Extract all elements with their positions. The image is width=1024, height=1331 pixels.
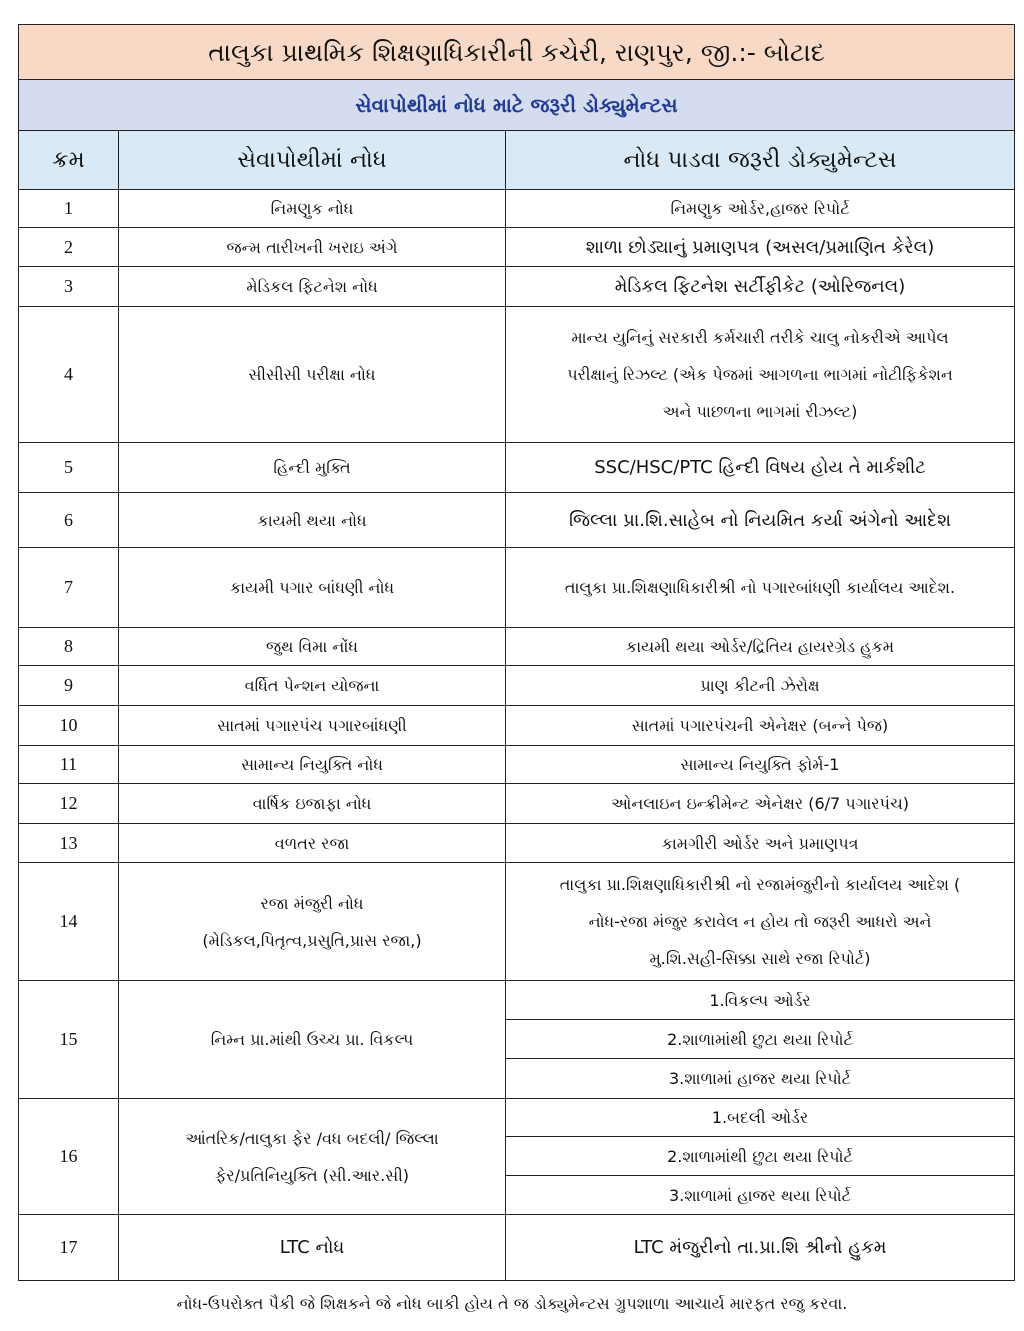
table-row — [19, 863, 1015, 981]
row-docs: તાલુકા પ્રા.શિક્ષણાધિકારીશ્રી નો પગારબાંધણી કાર્યાલય આદેશ. — [506, 548, 1015, 628]
row-entry: જન્મ તારીખની ખરાઇ અંગે — [119, 228, 506, 267]
table-row — [19, 548, 1015, 628]
row-entry — [119, 1099, 506, 1215]
footer-note: નોધ-ઉપરોક્ત પૈકી જે શિક્ષકને જે નોધ બાકી હોય તે જ ડોક્યુમેન્ટસ ગ્રુપશાળા આચાર્ય મારફત રજુ કરવા. — [176, 1294, 848, 1313]
row-docs: SSC/HSC/PTC હિન્દી વિષય હોય તે માર્કશીટ — [506, 443, 1015, 493]
table-row — [19, 706, 1015, 746]
row-entry: વળતર રજા — [119, 824, 506, 863]
table-row — [19, 493, 1015, 548]
table-row — [19, 746, 1015, 784]
row-docs-line: નોધ-રજા મંજુર કરાવેલ ન હોય તો જરૂરી આધરો અને — [588, 912, 932, 931]
row-docs: 1.વિકલ્પ ઓર્ડર — [506, 981, 1015, 1020]
header-row — [19, 131, 1015, 190]
row-docs: કાયમી થયા ઓર્ડર/દ્રિતિય હાયરગ્રેડ હુકમ — [506, 628, 1015, 666]
row-sr: 3 — [19, 267, 119, 307]
row-docs — [506, 863, 1015, 981]
header-sr: ક્રમ — [19, 131, 119, 190]
row-entry-line: ફેર/પ્રતિનિયુક્તિ (સી.આર.સી) — [214, 1165, 410, 1185]
row-sr: 9 — [19, 666, 119, 706]
row-entry: મેડિકલ ફિટનેશ નોધ — [119, 267, 506, 307]
table-row — [19, 784, 1015, 824]
table-row — [19, 824, 1015, 863]
row-sr: 12 — [19, 784, 119, 824]
row-docs: LTC મંજુરીનો તા.પ્રા.શિ શ્રીનો હુકમ — [506, 1215, 1015, 1281]
row-sr: 16 — [19, 1099, 119, 1215]
table-row — [19, 267, 1015, 307]
row-docs-line: પરીક્ષાનું રિઝલ્ટ (એક પેજમાં આગળના ભાગમાં નોટીફિકેશન — [567, 365, 953, 384]
row-sr: 14 — [19, 863, 119, 981]
header-entry: સેવાપોથીમાં નોધ — [119, 131, 506, 190]
table-subtitle: સેવાપોથીમાં નોધ માટે જરૂરી ડોક્યુમેન્ટસ — [19, 80, 1015, 131]
row-entry: નિમ્ન પ્રા.માંથી ઉચ્ચ પ્રા. વિકલ્પ — [119, 981, 506, 1099]
row-sr: 2 — [19, 228, 119, 267]
row-entry-line: આંતરિક/તાલુકા ફેર /વધ બદલી/ જિલ્લા — [185, 1128, 439, 1148]
row-docs: મેડિકલ ફિટનેશ સર્ટીફીકેટ (ઓરિજનલ) — [506, 267, 1015, 307]
row-entry-line: (મેડિકલ,પિતૃત્વ,પ્રસુતિ,પ્રાસ રજા,) — [202, 930, 422, 950]
row-entry: હિન્દી મુક્તિ — [119, 443, 506, 493]
row-sr: 7 — [19, 548, 119, 628]
table-row — [19, 628, 1015, 666]
row-docs: 2.શાળામાંથી છુટા થયા રિપોર્ટ — [506, 1020, 1015, 1059]
row-docs-line: તાલુકા પ્રા.શિક્ષણાધિકારીશ્રી નો રજામંજુરીનો કાર્યાલય આદેશ ( — [559, 875, 961, 894]
row-sr: 8 — [19, 628, 119, 666]
row-docs: 3.શાળામાં હાજર થયા રિપોર્ટ — [506, 1059, 1015, 1099]
table-row — [19, 228, 1015, 267]
row-docs-line: મુ.શિ.સહી-સિક્કા સાથે રજા રિપોર્ટ) — [649, 949, 871, 968]
table-row — [19, 443, 1015, 493]
row-entry-line: રજા મંજુરી નોધ — [260, 893, 364, 913]
row-docs-line: અને પાછળના ભાગમાં રીઝલ્ટ) — [662, 402, 858, 421]
header-docs: નોધ પાડવા જરૂરી ડોક્યુમેન્ટસ — [506, 131, 1015, 190]
row-sr: 1 — [19, 190, 119, 228]
table-row — [19, 981, 1015, 1020]
row-docs: 2.શાળામાંથી છુટા થયા રિપોર્ટ — [506, 1137, 1015, 1176]
row-entry: વર્ધિત પેન્શન યોજના — [119, 666, 506, 706]
row-sr: 4 — [19, 307, 119, 443]
table-row — [19, 1215, 1015, 1281]
row-docs — [506, 307, 1015, 443]
table-row — [19, 307, 1015, 443]
row-entry: સીસીસી પરીક્ષા નોધ — [119, 307, 506, 443]
row-sr: 11 — [19, 746, 119, 784]
row-docs: સાતમાં પગારપંચની એનેક્ષર (બન્ને પેજ) — [506, 706, 1015, 746]
row-docs: સામાન્ય નિયુક્તિ ફોર્મ-1 — [506, 746, 1015, 784]
row-entry: LTC નોધ — [119, 1215, 506, 1281]
row-entry: જુથ વિમા નોંધ — [119, 628, 506, 666]
row-sr: 10 — [19, 706, 119, 746]
document-sheet — [18, 24, 1015, 1281]
row-docs: શાળા છોડ્યાનું પ્રમાણપત્ર (અસલ/પ્રમાણિત કેરેલ) — [506, 228, 1015, 267]
row-entry — [119, 863, 506, 981]
row-entry: કાયમી થયા નોધ — [119, 493, 506, 548]
row-docs: 3.શાળામાં હાજર થયા રિપોર્ટ — [506, 1176, 1015, 1215]
table-row — [19, 190, 1015, 228]
row-sr: 6 — [19, 493, 119, 548]
row-docs: નિમણુક ઓર્ડર,હાજર રિપોર્ટ — [506, 190, 1015, 228]
row-sr: 15 — [19, 981, 119, 1099]
row-entry: વાર્ષિક ઇજાફા નોધ — [119, 784, 506, 824]
row-docs: પ્રાણ કીટની ઝેરોક્ષ — [506, 666, 1015, 706]
row-entry: સામાન્ય નિયુક્તિ નોધ — [119, 746, 506, 784]
row-docs: કામગીરી ઓર્ડર અને પ્રમાણપત્ર — [506, 824, 1015, 863]
row-sr: 5 — [19, 443, 119, 493]
office-title: તાલુકા પ્રાથમિક શિક્ષણાધિકારીની કચેરી, રાણપુર, જી.:- બોટાદ — [19, 25, 1015, 80]
row-docs: 1.બદલી ઓર્ડર — [506, 1099, 1015, 1137]
table-row — [19, 1099, 1015, 1137]
row-sr: 17 — [19, 1215, 119, 1281]
row-docs: જિલ્લા પ્રા.શિ.સાહેબ નો નિયમિત કર્યા અંગેનો આદેશ — [506, 493, 1015, 548]
row-entry: કાયમી પગાર બાંધણી નોધ — [119, 548, 506, 628]
row-entry: સાતમાં પગારપંચ પગારબાંધણી — [119, 706, 506, 746]
row-docs: ઓનલાઇન ઇન્ક્રીમેન્ટ એનેક્ષર (6/7 પગારપંચ) — [506, 784, 1015, 824]
row-sr: 13 — [19, 824, 119, 863]
documents-table — [18, 24, 1015, 1281]
table-row — [19, 666, 1015, 706]
row-entry: નિમણુક નોધ — [119, 190, 506, 228]
row-docs-line: માન્ય યુનિનું સરકારી કર્મચારી તરીકે ચાલુ નોકરીએ આપેલ — [571, 328, 949, 347]
